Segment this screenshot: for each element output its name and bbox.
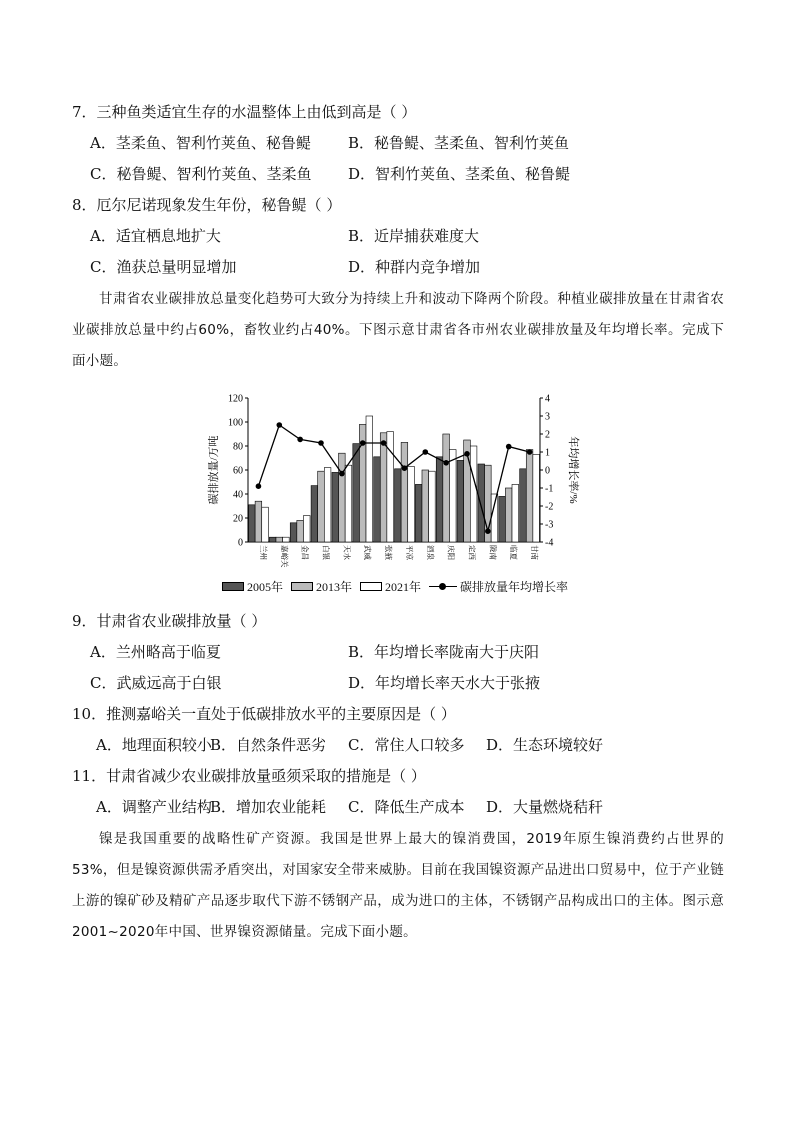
bar-2005年-定西 — [457, 460, 464, 542]
y-tick-label: 40 — [233, 489, 243, 501]
chart-legend — [222, 578, 568, 595]
question-10-stem: 10．推测嘉峪关一直处于低碳排放水平的主要原因是（ ） — [72, 705, 456, 723]
growth-rate-point-张掖 — [381, 440, 387, 446]
growth-rate-point-天水 — [339, 471, 345, 477]
bar-2021年-武威 — [366, 416, 373, 542]
bar-2005年-武威 — [353, 444, 360, 542]
x-tick-label: 张掖 — [384, 545, 394, 560]
y2-tick-label: -3 — [545, 519, 554, 531]
bar-2013年-平凉 — [401, 442, 408, 542]
x-tick-label: 天水 — [342, 545, 352, 560]
x-tick-label: 嘉峪关 — [279, 545, 289, 568]
legend-item-growth-rate — [429, 578, 568, 595]
question-7-stem: 7．三种鱼类适宜生存的水温整体上由低到高是（ ） — [72, 103, 417, 121]
passage-carbon-emission — [72, 284, 724, 377]
y2-axis-title: 年均增长率/% — [567, 436, 579, 504]
q7-option-c[interactable]: C．秘鲁鳀、智利竹荚鱼、茎柔鱼 — [90, 165, 312, 183]
x-tick-label: 酒泉 — [425, 545, 435, 560]
question-9-stem: 9．甘肃省农业碳排放量（ ） — [72, 612, 267, 630]
bar-2021年-酒泉 — [429, 471, 436, 542]
q7-option-d[interactable]: D．智利竹荚鱼、茎柔鱼、秘鲁鳀 — [348, 165, 571, 183]
bar-2021年-临夏 — [512, 484, 519, 542]
growth-rate-point-庆阳 — [443, 460, 449, 466]
growth-rate-point-嘉峪关 — [276, 422, 282, 428]
x-tick-label: 定西 — [467, 545, 477, 560]
growth-rate-point-定西 — [464, 451, 470, 457]
q8-option-c[interactable]: C．渔获总量明显增加 — [90, 258, 237, 276]
q9-option-d[interactable]: D．年均增长率天水大于张掖 — [348, 674, 541, 692]
legend-label-growth-rate: 碳排放量年均增长率 — [460, 580, 569, 594]
y2-tick-label: -2 — [545, 501, 554, 513]
bar-2021年-兰州 — [262, 507, 269, 542]
legend-label-2013: 2013年 — [316, 580, 353, 594]
bar-2021年-白银 — [324, 468, 331, 542]
y-axis-title: 碳排放量/万吨 — [208, 435, 220, 505]
bar-2013年-天水 — [339, 453, 346, 542]
bar-2005年-平凉 — [395, 469, 402, 542]
x-tick-label: 庆阳 — [446, 545, 456, 560]
growth-rate-point-酒泉 — [422, 449, 428, 455]
y-tick-label: 120 — [228, 393, 243, 405]
q8-option-a[interactable]: A．适宜栖息地扩大 — [90, 227, 221, 245]
legend-swatch-2013 — [291, 582, 313, 591]
bar-2013年-兰州 — [255, 501, 262, 542]
bar-2021年-嘉峪关 — [283, 537, 290, 542]
q7-option-a[interactable]: A．茎柔鱼、智利竹荚鱼、秘鲁鳀 — [90, 134, 311, 152]
bar-2013年-嘉峪关 — [276, 537, 283, 542]
bar-2021年-金昌 — [303, 516, 310, 542]
y2-tick-label: -1 — [545, 483, 554, 495]
growth-rate-point-兰州 — [256, 483, 262, 489]
bar-2013年-临夏 — [505, 488, 512, 542]
bar-2005年-白银 — [311, 486, 318, 542]
x-tick-label: 兰州 — [258, 545, 268, 560]
x-tick-label: 白银 — [321, 545, 331, 560]
y-tick-label: 20 — [233, 513, 243, 525]
bar-2005年-嘉峪关 — [269, 537, 276, 542]
legend-label-2021: 2021年 — [385, 580, 422, 594]
legend-item-2021 — [360, 578, 421, 595]
q9-option-b[interactable]: B．年均增长率陇南大于庆阳 — [348, 643, 540, 661]
growth-rate-point-金昌 — [297, 437, 303, 443]
q11-option-b[interactable]: B．增加农业能耗 — [210, 798, 327, 816]
bar-2013年-白银 — [318, 471, 325, 542]
bar-2021年-平凉 — [408, 466, 415, 542]
legend-label-2005: 2005年 — [247, 580, 284, 594]
q8-option-d[interactable]: D．种群内竞争增加 — [348, 258, 481, 276]
x-tick-label: 陇南 — [488, 545, 498, 560]
y-tick-label: 60 — [233, 465, 243, 477]
q7-option-b[interactable]: B．秘鲁鳀、茎柔鱼、智利竹荚鱼 — [348, 134, 570, 152]
bar-2005年-金昌 — [290, 523, 297, 542]
passage-carbon-text: 甘肃省农业碳排放总量变化趋势可大致分为持续上升和波动下降两个阶段。种植业碳排放量在甘肃省农业碳排放总量中约占60%，畜牧业约占40%。下图示意甘肃省各市州农业碳排放量及年均增长率。完成下面小题。 — [72, 291, 724, 369]
y2-tick-label: 2 — [545, 429, 550, 441]
y2-tick-label: 4 — [545, 393, 550, 405]
q10-option-c[interactable]: C．常住人口较多 — [348, 736, 465, 754]
bar-2021年-甘南 — [533, 454, 540, 542]
bar-2005年-临夏 — [499, 496, 506, 542]
legend-item-2013 — [291, 578, 352, 595]
q11-option-d[interactable]: D．大量燃烧秸秆 — [486, 798, 604, 816]
q9-option-a[interactable]: A．兰州略高于临夏 — [90, 643, 221, 661]
passage-nickel-text: 镍是我国重要的战略性矿产资源。我国是世界上最大的镍消费国，2019年原生镍消费约占世界的53%，但是镍资源供需矛盾突出，对国家安全带来威胁。目前在我国镍资源产品进出口贸易中，位于产业链上游的镍矿砂及精矿产品逐步取代下游不锈钢产品，成为进口的主体，不锈钢产品构成出口的主体。图示意2001~2020年中国、世界镍资源储量。完成下面小题。 — [72, 831, 724, 940]
bar-2021年-天水 — [345, 465, 352, 542]
legend-swatch-2021 — [360, 582, 382, 591]
x-tick-label: 临夏 — [509, 545, 519, 560]
bar-2013年-庆阳 — [443, 434, 450, 542]
y-tick-label: 100 — [228, 417, 243, 429]
bar-2013年-甘南 — [526, 450, 533, 542]
bar-2005年-天水 — [332, 472, 339, 542]
x-tick-label: 金昌 — [300, 545, 310, 560]
legend-swatch-2005 — [222, 582, 244, 591]
y-tick-label: 0 — [238, 537, 243, 549]
bar-2013年-金昌 — [297, 520, 304, 542]
carbon-emission-chart — [200, 388, 580, 568]
y2-tick-label: 3 — [545, 411, 550, 423]
bar-2005年-酒泉 — [415, 484, 422, 542]
growth-rate-point-陇南 — [485, 528, 491, 534]
x-tick-label: 平凉 — [404, 545, 414, 560]
growth-rate-point-白银 — [318, 440, 324, 446]
bar-2021年-定西 — [470, 446, 477, 542]
question-11-stem: 11．甘肃省减少农业碳排放量亟须采取的措施是（ ） — [72, 767, 426, 785]
bar-2021年-庆阳 — [449, 450, 456, 542]
growth-rate-point-平凉 — [402, 465, 408, 471]
q10-option-a[interactable]: A．地理面积较小 — [96, 736, 212, 754]
bar-2021年-陇南 — [491, 494, 498, 542]
passage-nickel — [72, 824, 724, 948]
q11-option-a[interactable]: A．调整产业结构 — [96, 798, 212, 816]
q10-option-d[interactable]: D．生态环境较好 — [486, 736, 604, 754]
q8-option-b[interactable]: B．近岸捕获难度大 — [348, 227, 480, 245]
bar-2005年-张掖 — [374, 457, 381, 542]
bar-2005年-兰州 — [249, 505, 256, 542]
y2-tick-label: 1 — [545, 447, 550, 459]
growth-rate-point-武威 — [360, 440, 366, 446]
bar-2005年-甘南 — [520, 469, 527, 542]
growth-rate-point-临夏 — [506, 444, 512, 450]
q10-option-b[interactable]: B．自然条件恶劣 — [210, 736, 327, 754]
bar-2013年-酒泉 — [422, 470, 429, 542]
y-tick-label: 80 — [233, 441, 243, 453]
q11-option-c[interactable]: C．降低生产成本 — [348, 798, 465, 816]
y2-tick-label: -4 — [545, 537, 554, 549]
growth-rate-point-甘南 — [527, 449, 533, 455]
question-8-stem: 8．厄尔尼诺现象发生年份，秘鲁鳀（ ） — [72, 196, 342, 214]
x-tick-label: 甘南 — [530, 545, 540, 560]
bar-2005年-陇南 — [478, 464, 485, 542]
legend-line-marker — [429, 582, 457, 592]
bar-2005年-庆阳 — [436, 457, 443, 542]
y2-tick-label: 0 — [545, 465, 550, 477]
bar-2013年-张掖 — [380, 433, 387, 542]
q9-option-c[interactable]: C．武威远高于白银 — [90, 674, 222, 692]
x-tick-label: 武威 — [363, 545, 373, 560]
legend-item-2005 — [222, 578, 283, 595]
